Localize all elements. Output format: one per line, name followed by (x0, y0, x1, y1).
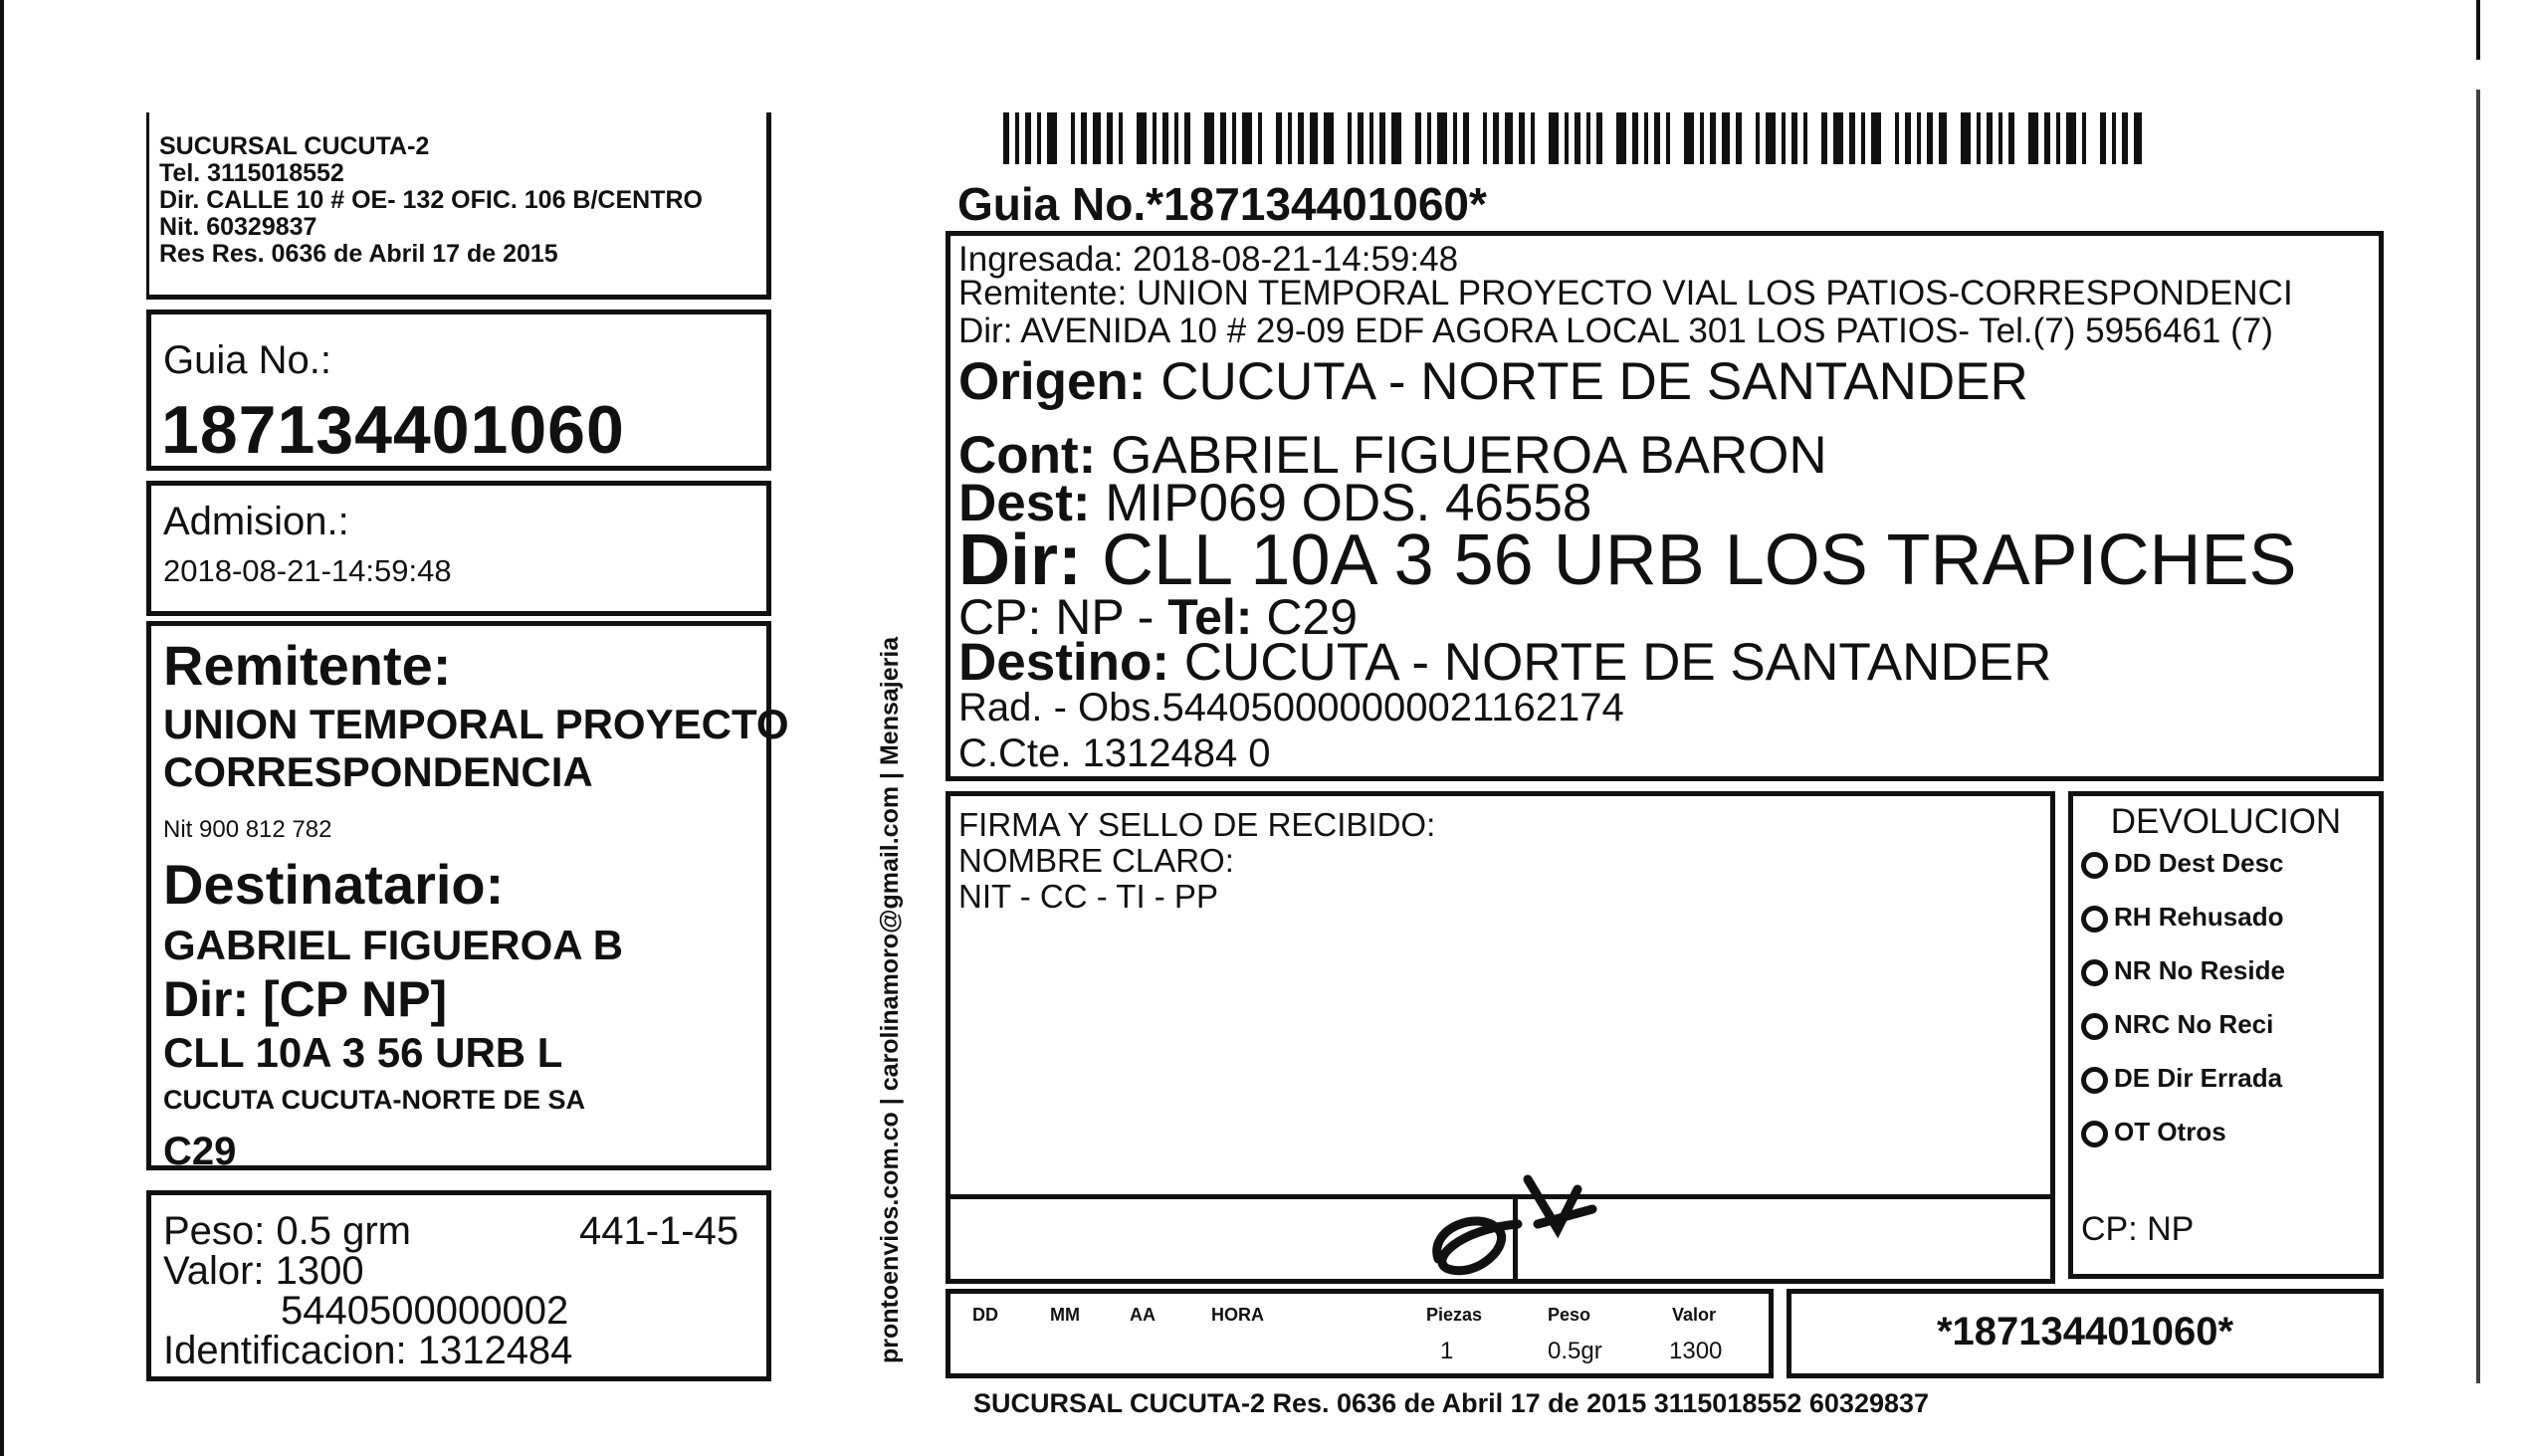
barcode-bar (2134, 112, 2142, 164)
devolucion-box (2068, 791, 2384, 1279)
barcode-bar (1153, 112, 1157, 164)
dir-value: CLL 10A 3 56 URB LOS TRAPICHES (1102, 520, 2297, 600)
dest-value: MIP069 ODS. 46558 (1105, 474, 1592, 532)
barcode-bar (1463, 112, 1469, 164)
admision-box (146, 481, 771, 616)
devolucion-title: DEVOLUCION (2110, 802, 2342, 841)
destinatario-tel: C29 (163, 1130, 237, 1173)
barcode-bar (1437, 112, 1447, 164)
branch-nit: Nit. 60329837 (159, 213, 317, 241)
devolucion-option-ot[interactable]: OT Otros (2081, 1117, 2226, 1147)
barcode-bar (1756, 112, 1760, 164)
barcode-bar (1736, 112, 1742, 164)
barcode-bar (1895, 112, 1899, 164)
barcode-bar (1505, 112, 1513, 164)
barcode-bar (2122, 112, 2128, 164)
barcode-bar (1782, 112, 1786, 164)
destinatario-address: CLL 10A 3 56 URB L (163, 1029, 563, 1076)
barcode-bar (2028, 112, 2038, 164)
cont-value: GABRIEL FIGUEROA BARON (1111, 426, 1827, 485)
remitente-name: UNION TEMPORAL PROYECTO (163, 701, 789, 747)
header-dd: DD (972, 1305, 998, 1325)
destinatario-name: GABRIEL FIGUEROA B (163, 922, 624, 968)
barcode-bar (1549, 112, 1559, 164)
branch-tel: Tel. 3115018552 (159, 159, 344, 187)
branch-info-box (146, 112, 771, 300)
barcode-bar (1162, 112, 1168, 164)
barcode-bar (1453, 112, 1457, 164)
peso-value: Peso: 0.5 grm (163, 1209, 412, 1253)
barcode-bar (1833, 112, 1843, 164)
header-mm: MM (1050, 1305, 1080, 1325)
destinatario-label: Destinatario: (163, 853, 505, 916)
radio-circle-icon (2081, 852, 2108, 879)
route-code: 441-1-45 (579, 1209, 739, 1253)
destinatario-cp: Dir: [CP NP] (163, 971, 448, 1027)
barcode-bar (1174, 112, 1178, 164)
barcode-bar (1220, 112, 1226, 164)
radio-circle-icon (2081, 1067, 2108, 1094)
destino-label: Destino: (958, 633, 1169, 692)
barcode-bar (1905, 112, 1911, 164)
barcode-bar (1204, 112, 1214, 164)
firma-label: FIRMA Y SELLO DE RECIBIDO: (958, 806, 1436, 843)
barcode-bar (1977, 112, 1981, 164)
footer-text: SUCURSAL CUCUTA-2 Res. 0636 de Abril 17 de 2015 3115018552 60329837 (973, 1388, 1930, 1418)
devolucion-option-nrc[interactable]: NRC No Reci (2081, 1009, 2273, 1040)
barcode-bar (2066, 112, 2076, 164)
barcode-bar (1961, 112, 1971, 164)
barcode-bar (1861, 112, 1865, 164)
remitente-address: Dir: AVENIDA 10 # 29-09 EDF AGORA LOCAL 301 LOS PATIOS- Tel.(7) 5956461 (7) (958, 312, 2273, 350)
barcode-bar (1003, 112, 1009, 164)
barcode-bar (1791, 112, 1797, 164)
branch-resolution: Res Res. 0636 de Abril 17 de 2015 (159, 240, 558, 268)
header-peso: Peso (1548, 1305, 1591, 1325)
header-piezas: Piezas (1426, 1305, 1483, 1325)
guia-number: 187134401060 (161, 392, 625, 468)
guia-title: Guia No.*187134401060* (957, 178, 1487, 230)
barcode-bar (1710, 112, 1716, 164)
barcode-bar (1999, 112, 2002, 164)
barcode-bar (1415, 112, 1421, 164)
barcode-bar (1519, 112, 1525, 164)
radio-circle-icon (2081, 906, 2108, 933)
barcode-bar (1927, 112, 1933, 164)
firma-box (946, 791, 2055, 1199)
valor-value: Valor: 1300 (163, 1249, 364, 1293)
right-edge-mark-2 (2476, 90, 2480, 1383)
barcode-bar (1987, 112, 1993, 164)
right-edge-mark (2476, 0, 2480, 60)
cont-label: Cont: (958, 426, 1097, 485)
remitente-destinatario-box (146, 621, 789, 1173)
signature-scribble (1418, 1169, 1597, 1299)
date-piezas-box (946, 1289, 1774, 1378)
admision-value: 2018-08-21-14:59:48 (163, 553, 452, 588)
ingresada-value: Ingresada: 2018-08-21-14:59:48 (958, 240, 1459, 279)
devolucion-option-nr[interactable]: NR No Reside (2081, 955, 2285, 986)
admision-label: Admision.: (163, 500, 349, 543)
radio-circle-icon (2081, 1013, 2108, 1040)
barcode-bar (1298, 112, 1304, 164)
barcode-bar (2082, 112, 2086, 164)
barcode-bar (1119, 112, 1123, 164)
barcode-bar (1917, 112, 1921, 164)
valor-value-small: 1300 (1669, 1338, 1723, 1364)
left-edge-mark (0, 0, 4, 1456)
barcode-bar (1232, 112, 1236, 164)
header-valor: Valor (1672, 1305, 1717, 1325)
barcode-bar (1666, 112, 1670, 164)
barcode-bar (1276, 112, 1282, 164)
tel-value: C29 (1266, 589, 1359, 645)
devolucion-option-de[interactable]: DE Dir Errada (2081, 1063, 2282, 1094)
rad-obs: Rad. - Obs.544050000000021162174 (958, 686, 1624, 729)
radio-circle-icon (2081, 1121, 2108, 1147)
barcode-bar (2008, 112, 2014, 164)
barcode-bar (1939, 112, 1947, 164)
branch-address: Dir. CALLE 10 # OE- 132 OFIC. 106 B/CENTRO (159, 186, 703, 214)
devolucion-cp: CP: NP (2081, 1210, 2195, 1248)
guia-code-box (1787, 1289, 2384, 1378)
dest-label: Dest: (958, 474, 1091, 532)
tel-label: Tel: (1167, 589, 1253, 645)
barcode-bar (1081, 112, 1087, 164)
cp-value: CP: NP - (958, 589, 1168, 645)
barcode-bar (1493, 112, 1499, 164)
barcode-bar (1849, 112, 1855, 164)
barcode-bar (1596, 112, 1602, 164)
barcode-bar (1565, 112, 1569, 164)
barcode-bar (1369, 112, 1373, 164)
documento-label: NIT - CC - TI - PP (958, 878, 1218, 915)
barcode-bar (1871, 112, 1881, 164)
barcode-bar (1310, 112, 1318, 164)
barcode-bar (1616, 112, 1626, 164)
barcode-bar (2044, 112, 2050, 164)
barcode-bar (1137, 112, 1147, 164)
shipment-details-box (946, 231, 2384, 781)
barcode-bar (1586, 112, 1590, 164)
barcode-bar (1644, 112, 1648, 164)
remitente-dept: CORRESPONDENCIA (163, 748, 593, 795)
barcode-bar (1348, 112, 1352, 164)
devolucion-option-rh[interactable]: RH Rehusado (2081, 902, 2283, 933)
origen-value: CUCUTA - NORTE DE SANTANDER (1160, 352, 2028, 411)
barcode-bar (1483, 112, 1487, 164)
nombre-label: NOMBRE CLARO: (958, 842, 1234, 879)
barcode-bar (1015, 112, 1019, 164)
barcode-bar (2056, 112, 2060, 164)
origen-label: Origen: (958, 352, 1147, 411)
remitente-nit: Nit 900 812 782 (163, 816, 332, 843)
header-hora: HORA (1211, 1305, 1264, 1325)
remitente-label: Remitente: (163, 634, 452, 697)
barcode-bar (1803, 112, 1807, 164)
barcode-bar (1025, 112, 1031, 164)
barcode-bar (1632, 112, 1638, 164)
barcode-bar (1093, 112, 1101, 164)
branch-name: SUCURSAL CUCUTA-2 (159, 132, 430, 160)
barcode-bar (1427, 112, 1431, 164)
barcode-bar (2100, 112, 2106, 164)
barcode-bar (1575, 112, 1580, 164)
barcode-bar (1358, 112, 1364, 164)
dir-label: Dir: (958, 520, 1082, 600)
destinatario-city: CUCUTA CUCUTA-NORTE DE SA (163, 1085, 585, 1115)
destino-value: CUCUTA - NORTE DE SANTANDER (1183, 633, 2052, 692)
reference-number: 5440500000002 (281, 1289, 569, 1333)
barcode-image (1003, 112, 2153, 164)
devolucion-option-dd[interactable]: DD Dest Desc (2081, 848, 2284, 879)
barcode-bar (1258, 112, 1262, 164)
guia-number-box (146, 310, 771, 471)
barcode-bar (1379, 112, 1385, 164)
barcode-bar (1700, 112, 1704, 164)
barcode-bar (1242, 112, 1252, 164)
piezas-value: 1 (1440, 1338, 1454, 1364)
identificacion-value: Identificacion: 1312484 (163, 1329, 573, 1372)
barcode-bar (1766, 112, 1776, 164)
guia-code-text: *187134401060* (1936, 1310, 2234, 1353)
barcode-bar (1047, 112, 1057, 164)
cuenta-corriente: C.Cte. 1312484 0 (958, 731, 1271, 775)
barcode-bar (1107, 112, 1113, 164)
barcode-bar (1184, 112, 1190, 164)
barcode-bar (2112, 112, 2116, 164)
barcode-bar (1654, 112, 1660, 164)
barcode-bar (1391, 112, 1401, 164)
header-aa: AA (1130, 1305, 1156, 1325)
peso-valor-box (146, 1190, 771, 1381)
remitente-full: Remitente: UNION TEMPORAL PROYECTO VIAL LOS PATIOS-CORRESPONDENCI (958, 274, 2293, 312)
signature-strip (946, 1194, 2055, 1284)
vertical-contact-text: prontoenvios.com.co | carolinamoro@gmail.com | Mensajeria (876, 636, 904, 1363)
barcode-bar (1071, 112, 1075, 164)
barcode-bar (1821, 112, 1827, 164)
peso-value-small: 0.5gr (1548, 1338, 1602, 1364)
barcode-bar (1531, 112, 1535, 164)
barcode-bar (1037, 112, 1041, 164)
guia-label: Guia No.: (163, 338, 331, 382)
barcode-bar (1288, 112, 1292, 164)
barcode-bar (1324, 112, 1334, 164)
barcode-bar (1684, 112, 1694, 164)
barcode-bar (1722, 112, 1730, 164)
radio-circle-icon (2081, 959, 2108, 986)
